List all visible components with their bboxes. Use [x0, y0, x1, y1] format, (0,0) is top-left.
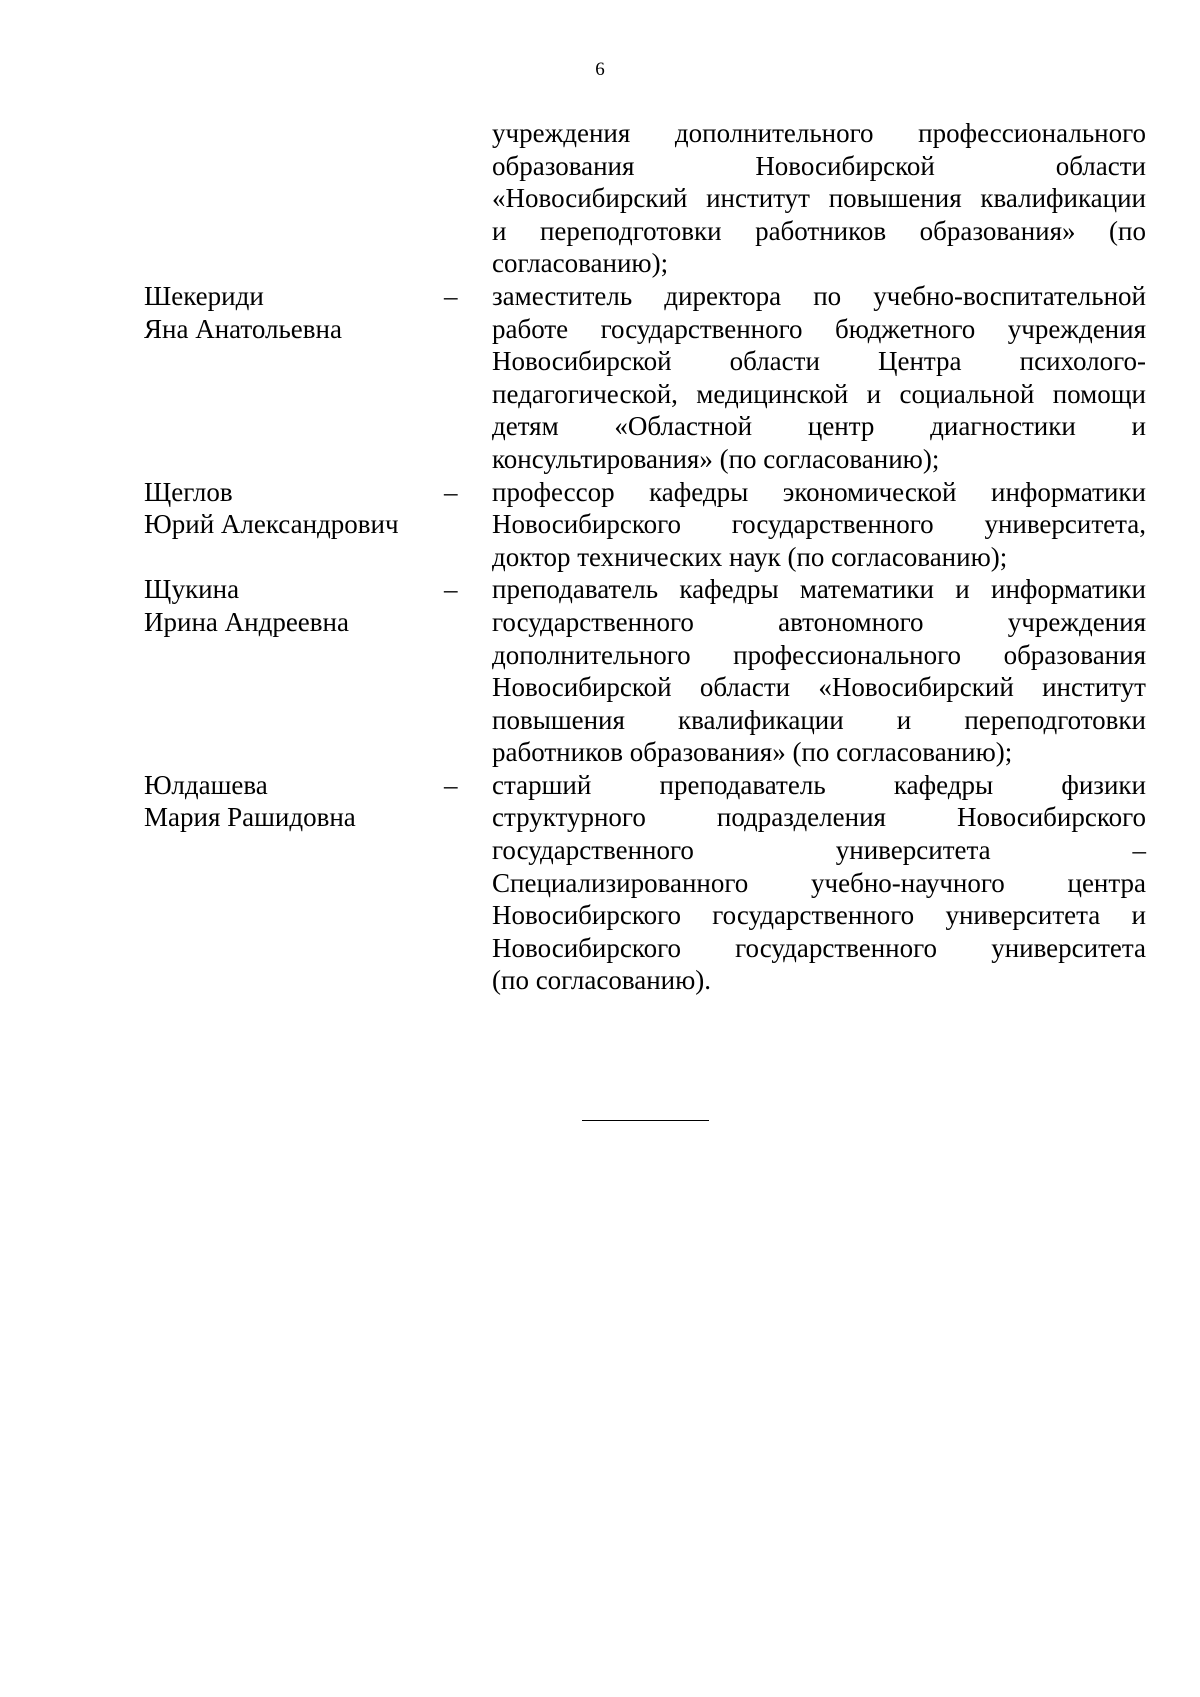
end-of-list-rule [582, 1120, 709, 1121]
member-given-names: Ирина Андреевна [144, 606, 349, 637]
member-entry [0, 573, 1200, 769]
dash-separator: – [444, 574, 458, 605]
description-line: государственного университета – [492, 835, 1146, 866]
member-name [144, 769, 444, 834]
description-line: повышения квалификации и переподготовки [492, 704, 1146, 735]
description-line: дополнительного профессионального образования [492, 639, 1146, 670]
description-line: Новосибирского государственного университета, [492, 509, 1146, 540]
description-line: и переподготовки работников образования» (по [492, 215, 1146, 246]
member-description [492, 573, 1146, 769]
description-line: консультирования» (по согласованию); [492, 443, 940, 474]
member-given-names: Яна Анатольевна [144, 313, 342, 344]
document-body [0, 117, 1200, 997]
description-line: заместитель директора по учебно-воспитательной [492, 280, 1146, 311]
member-description [492, 476, 1146, 574]
description-line: образования Новосибирской области [492, 150, 1146, 181]
description-line: Новосибирской области «Новосибирский институт [492, 672, 1146, 703]
continued-description [492, 117, 1146, 280]
description-line: Новосибирского государственного университета [492, 932, 1146, 963]
page-number: 6 [595, 59, 605, 80]
description-line: (по согласованию). [492, 965, 712, 996]
member-entry [0, 769, 1200, 997]
dash-separator: – [444, 769, 458, 800]
description-line: «Новосибирский институт повышения квалификации [492, 183, 1146, 214]
description-line: структурного подразделения Новосибирского [492, 802, 1146, 833]
description-line: старший преподаватель кафедры физики [492, 769, 1146, 800]
member-name [144, 280, 444, 345]
member-description [492, 280, 1146, 476]
description-line: детям «Областной центр диагностики и [492, 411, 1146, 442]
description-line: профессор кафедры экономической информатики [492, 476, 1146, 507]
description-line: педагогической, медицинской и социальной помощи [492, 378, 1146, 409]
description-line: Новосибирской области Центра психолого- [492, 346, 1146, 377]
description-line: государственного автономного учреждения [492, 606, 1146, 637]
dash-separator: – [444, 280, 458, 311]
members-list [0, 280, 1200, 997]
description-line: Специализированного учебно-научного центра [492, 867, 1146, 898]
member-surname: Юлдашева [144, 769, 268, 800]
description-line: доктор технических наук (по согласованию); [492, 541, 1008, 572]
member-name [144, 573, 444, 638]
member-surname: Шекериди [144, 280, 264, 311]
member-given-names: Мария Рашидовна [144, 802, 356, 833]
member-description [492, 769, 1146, 997]
description-line: работников образования» (по согласованию); [492, 737, 1013, 768]
description-line: согласованию); [492, 248, 669, 279]
member-surname: Щеглов [144, 476, 233, 507]
description-line: учреждения дополнительного профессионального [492, 118, 1146, 148]
member-name [144, 476, 444, 541]
description-line: работе государственного бюджетного учреждения [492, 313, 1146, 344]
description-line: преподаватель кафедры математики и информатики [492, 574, 1146, 605]
member-entry [0, 280, 1200, 476]
member-entry [0, 476, 1200, 574]
description-line: Новосибирского государственного университета и [492, 900, 1146, 931]
dash-separator: – [444, 476, 458, 507]
member-given-names: Юрий Александрович [144, 509, 399, 540]
member-surname: Щукина [144, 574, 240, 605]
